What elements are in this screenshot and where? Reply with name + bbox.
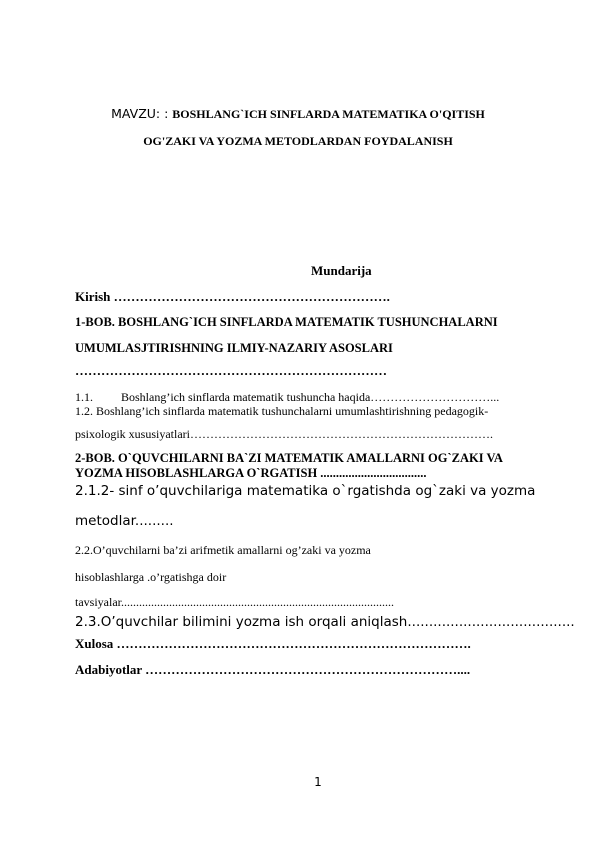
page-number: 1 xyxy=(314,775,322,789)
toc-entry-2-2-line3: tavsiyalar........................................................................................... xyxy=(75,595,394,609)
toc-entry-chapter1-line2: UMUMLASJTIRISHNING ILMIY-NAZARIY ASOSLARI xyxy=(75,341,393,355)
toc-heading: Mundarija xyxy=(311,263,372,278)
toc-entry-chapter2-line1: 2-BOB. O`QUVCHILARNI BA`ZI MATEMATIK AMALLARNI OG`ZAKI VA xyxy=(75,451,503,465)
toc-entry-chapter2-line2: YOZMA HISOBLASHLARGA O`RGATISH .................................. xyxy=(75,466,427,480)
document-title-line1 xyxy=(0,106,596,122)
toc-entry-adabiyotlar: Adabiyotlar ……………………………………………………………….... xyxy=(75,662,471,677)
toc-entry-2-2-line2: hisoblashlarga .o’rgatishga doir xyxy=(75,570,227,584)
toc-entry-2-3: 2.3.O’quvchilar bilimini yozma ish orqali aniqlash....................................... xyxy=(75,614,575,630)
toc-entry-2-2-line1: 2.2.O’quvchilarni ba’zi arifmetik amallarni og’zaki va yozma xyxy=(75,543,371,557)
toc-entry-2-1-2-line1: 2.1.2- sinf o’quvchilariga matematika o`rgatishda og`zaki va yozma xyxy=(75,483,536,499)
toc-entry-1-2-line2: psixologik xususiyatlari…………………………………………………………………. xyxy=(75,427,493,441)
toc-entry-1-1-number: 1.1. xyxy=(75,390,93,404)
toc-entry-chapter1-line1: 1-BOB. BOSHLANG`ICH SINFLARDA MATEMATIK TUSHUNCHALARNI xyxy=(75,315,498,329)
title-prefix: MAVZU: : xyxy=(111,106,173,121)
toc-entry-kirish: Kirish ………………………………………………………. xyxy=(75,289,390,304)
title-text-line1: BOSHLANG`ICH SINFLARDA MATEMATIKA O'QITISH xyxy=(172,107,485,121)
toc-entry-1-2-line1: 1.2. Boshlang’ich sinflarda matematik tushunchalarni umumlashtirishning pedagogik- xyxy=(75,404,489,418)
toc-entry-chapter1-dots: ……………………………………………………………… xyxy=(75,363,387,378)
toc-entry-1-1 xyxy=(75,390,499,405)
toc-entry-1-1-text: Boshlang’ich sinflarda matematik tushuncha haqida…………………………... xyxy=(121,390,500,404)
toc-entry-2-1-2-line2: metodlar......... xyxy=(75,513,174,529)
document-title-line2: OG'ZAKI VA YOZMA METODLARDAN FOYDALANISH xyxy=(143,134,453,148)
toc-entry-xulosa: Xulosa ………………………………………………………………………. xyxy=(75,636,471,651)
